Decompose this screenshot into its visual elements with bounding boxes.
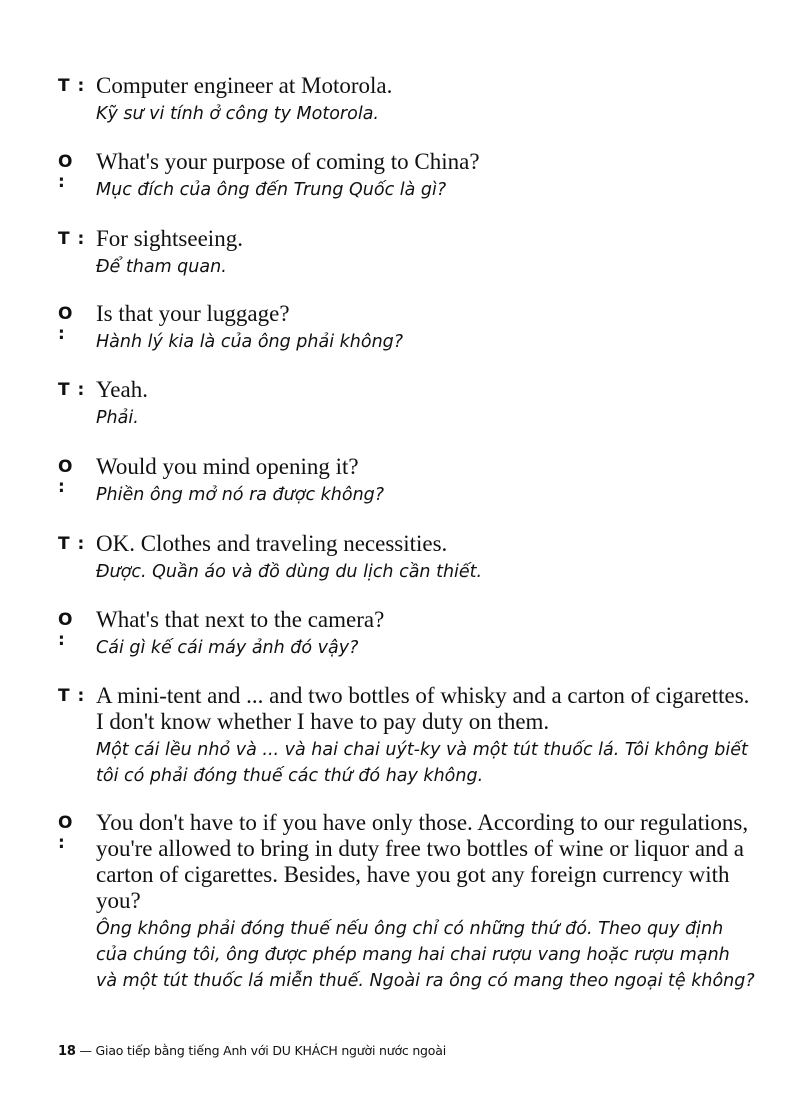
vietnamese-line: Phải. [96,408,139,428]
vietnamese-line: Cái gì kế cái máy ảnh đó vậy? [96,638,359,658]
dialogue-turn [58,301,758,355]
english-line: Is that your luggage? [96,301,290,326]
dialogue-turn [58,454,758,508]
dialogue-turn [58,73,758,127]
english-line: You don't have to if you have only those. According to our regulations, you're allowed to bring in duty free two bottles of wine or liquor and a carton of cigarettes. Besides, have you got any foreign currency with you? [96,810,749,913]
english-line: What's that next to the camera? [96,607,385,632]
english-line: Yeah. [96,377,148,402]
speaker-label: T : [58,76,86,96]
english-line: What's your purpose of coming to China? [96,149,480,174]
dialogue-turn [58,531,758,585]
page-number: 18 [58,1044,76,1059]
dialogue-turn [58,377,758,431]
dialogue-turn [58,607,758,661]
speaker-label: T : [58,380,86,400]
page-footer [58,1043,446,1059]
speaker-label: O : [58,152,74,192]
dialogue-turn [58,226,758,280]
book-title: — Giao tiếp bằng tiếng Anh với DU KHÁCH người nước ngoài [79,1043,446,1058]
vietnamese-line: Ông không phải đóng thuế nếu ông chỉ có những thứ đó. Theo quy định của chúng tôi, ông được phép mang hai chai rượu vang hoặc rượu mạnh và một tút thuốc lá miễn thuế. Ngoài ra ông có mang theo ngoại tệ không? [96,919,755,991]
vietnamese-line: Phiền ông mở nó ra được không? [96,485,385,505]
vietnamese-line: Mục đích của ông đến Trung Quốc là gì? [96,180,447,200]
speaker-label: T : [58,686,86,706]
speaker-label: O : [58,304,74,344]
vietnamese-line: Được. Quần áo và đồ dùng du lịch cần thiết. [96,562,483,582]
speaker-label: O : [58,610,74,650]
vietnamese-line: Hành lý kia là của ông phải không? [96,332,404,352]
dialogue-turn [58,810,758,994]
speaker-label: T : [58,229,86,249]
speaker-label: T : [58,534,86,554]
dialogue-turn [58,149,758,203]
vietnamese-line: Một cái lều nhỏ và ... và hai chai uýt-ky và một tút thuốc lá. Tôi không biết tôi có phải đóng thuế các thứ đó hay không. [96,740,748,786]
dialogue-turn [58,683,758,789]
english-line: A mini-tent and ... and two bottles of whisky and a carton of cigarettes. I don't know whether I have to pay duty on them. [96,683,750,734]
speaker-label: O : [58,813,74,853]
english-line: For sightseeing. [96,226,243,251]
english-line: Would you mind opening it? [96,454,359,479]
english-line: OK. Clothes and traveling necessities. [96,531,448,556]
speaker-label: O : [58,457,74,497]
english-line: Computer engineer at Motorola. [96,73,393,98]
vietnamese-line: Kỹ sư vi tính ở công ty Motorola. [96,104,379,124]
vietnamese-line: Để tham quan. [96,257,227,277]
